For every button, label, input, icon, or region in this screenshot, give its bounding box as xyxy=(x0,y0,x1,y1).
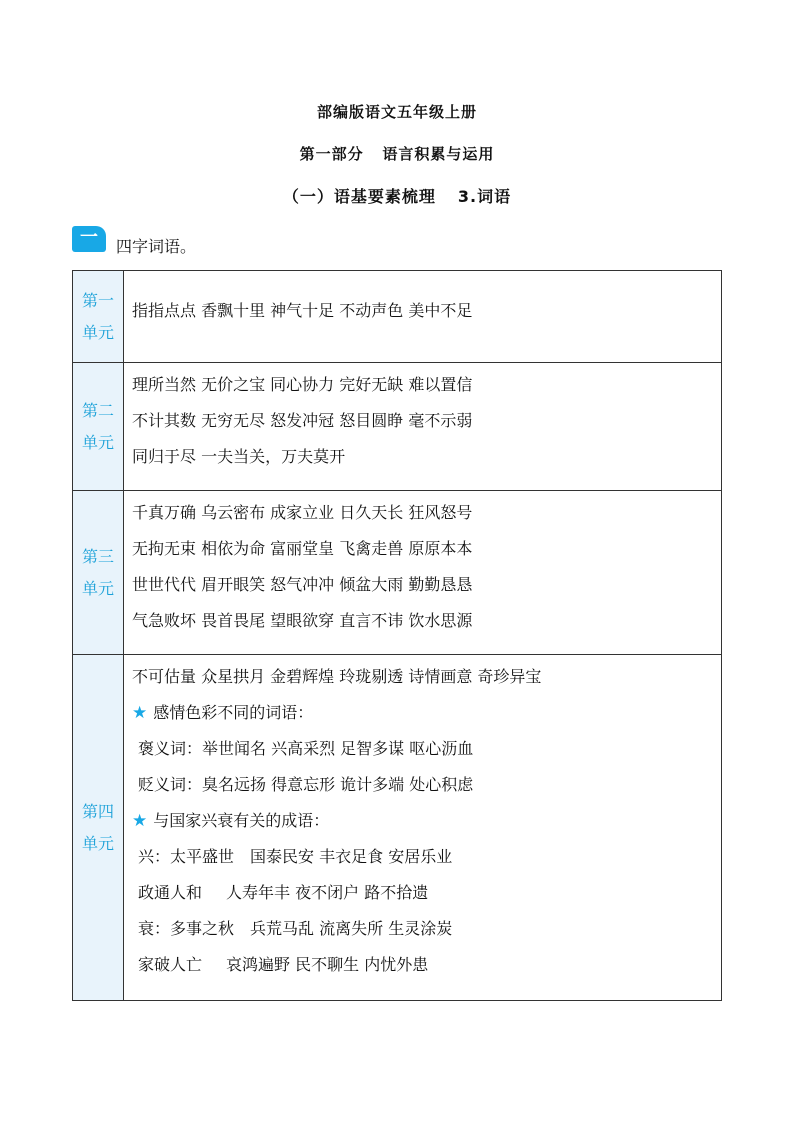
table-row xyxy=(73,491,722,655)
unit-label xyxy=(73,655,124,1001)
word-group: 家破人亡 xyxy=(138,955,203,974)
word-group: 人寿年丰 夜不闭户 路不拾遗 xyxy=(226,883,429,902)
subheading-text: 与国家兴衰有关的成语： xyxy=(153,811,330,830)
word-group: 衰：多事之秋 xyxy=(138,919,235,938)
word-line: 贬义词：臭名远扬 得意忘形 诡计多端 处心积虑 xyxy=(138,775,474,794)
unit-label xyxy=(73,491,124,655)
word-line: 世世代代 眉开眼笑 怒气冲冲 倾盆大雨 勤勤恳恳 xyxy=(132,575,473,594)
subtitle-topic: 3.词语 xyxy=(457,187,512,206)
word-group: 政通人和 xyxy=(138,883,203,902)
star-icon: ★ xyxy=(132,811,148,831)
section-subtitle xyxy=(0,184,794,207)
unit-label-top: 第三 xyxy=(81,546,114,566)
unit-label xyxy=(73,271,124,363)
unit-label-top: 第二 xyxy=(81,400,114,420)
table-row xyxy=(73,271,722,363)
unit-content xyxy=(124,271,722,363)
subheading xyxy=(132,695,721,731)
word-group: 国泰民安 丰衣足食 安居乐业 xyxy=(250,847,453,866)
subheading-text: 感情色彩不同的词语： xyxy=(153,703,314,722)
section-number-badge: 一 xyxy=(72,226,106,252)
word-group: 哀鸿遍野 民不聊生 内忧外患 xyxy=(226,955,429,974)
word-line xyxy=(132,839,721,875)
unit-label-bottom: 单元 xyxy=(81,833,114,853)
unit-content xyxy=(124,491,722,655)
part-title: 第一部分 语言积累与运用 xyxy=(299,145,495,163)
unit-label-bottom: 单元 xyxy=(81,578,114,598)
unit-label-bottom: 单元 xyxy=(81,432,114,452)
document-title: 部编版语文五年级上册 xyxy=(316,103,477,121)
word-group: 兴：太平盛世 xyxy=(138,847,235,866)
word-line: 不计其数 无穷无尽 怒发冲冠 怒目圆睁 毫不示弱 xyxy=(132,411,473,430)
word-line xyxy=(132,875,721,911)
word-line: 千真万确 乌云密布 成家立业 日久天长 狂风怒号 xyxy=(132,503,473,522)
unit-content xyxy=(124,363,722,491)
word-line xyxy=(132,911,721,947)
word-line xyxy=(132,947,721,983)
star-icon: ★ xyxy=(132,703,148,723)
word-line: 气急败坏 畏首畏尾 望眼欲穿 直言不讳 饮水思源 xyxy=(132,611,473,630)
word-line: 褒义词：举世闻名 兴高采烈 足智多谋 呕心沥血 xyxy=(138,739,474,758)
word-line: 理所当然 无价之宝 同心协力 完好无缺 难以置信 xyxy=(132,375,473,394)
unit-label-bottom: 单元 xyxy=(81,322,114,342)
word-line: 指指点点 香飘十里 神气十足 不动声色 美中不足 xyxy=(132,301,473,320)
word-line: 无拘无束 相依为命 富丽堂皇 飞禽走兽 原原本本 xyxy=(132,539,473,558)
unit-label-top: 第四 xyxy=(81,801,114,821)
word-line: 同归于尽 一夫当关，万夫莫开 xyxy=(132,447,346,466)
section-heading-text: 四字词语。 xyxy=(116,237,197,256)
subtitle-main: （一）语基要素梳理 xyxy=(282,187,436,206)
unit-label xyxy=(73,363,124,491)
table-row xyxy=(73,363,722,491)
table-row xyxy=(73,655,722,1001)
subheading xyxy=(132,803,721,839)
unit-content xyxy=(124,655,722,1001)
unit-label-top: 第一 xyxy=(81,290,114,310)
word-group: 兵荒马乱 流离失所 生灵涂炭 xyxy=(250,919,453,938)
idiom-table xyxy=(72,270,722,1001)
word-line: 不可估量 众星拱月 金碧辉煌 玲珑剔透 诗情画意 奇珍异宝 xyxy=(132,667,542,686)
